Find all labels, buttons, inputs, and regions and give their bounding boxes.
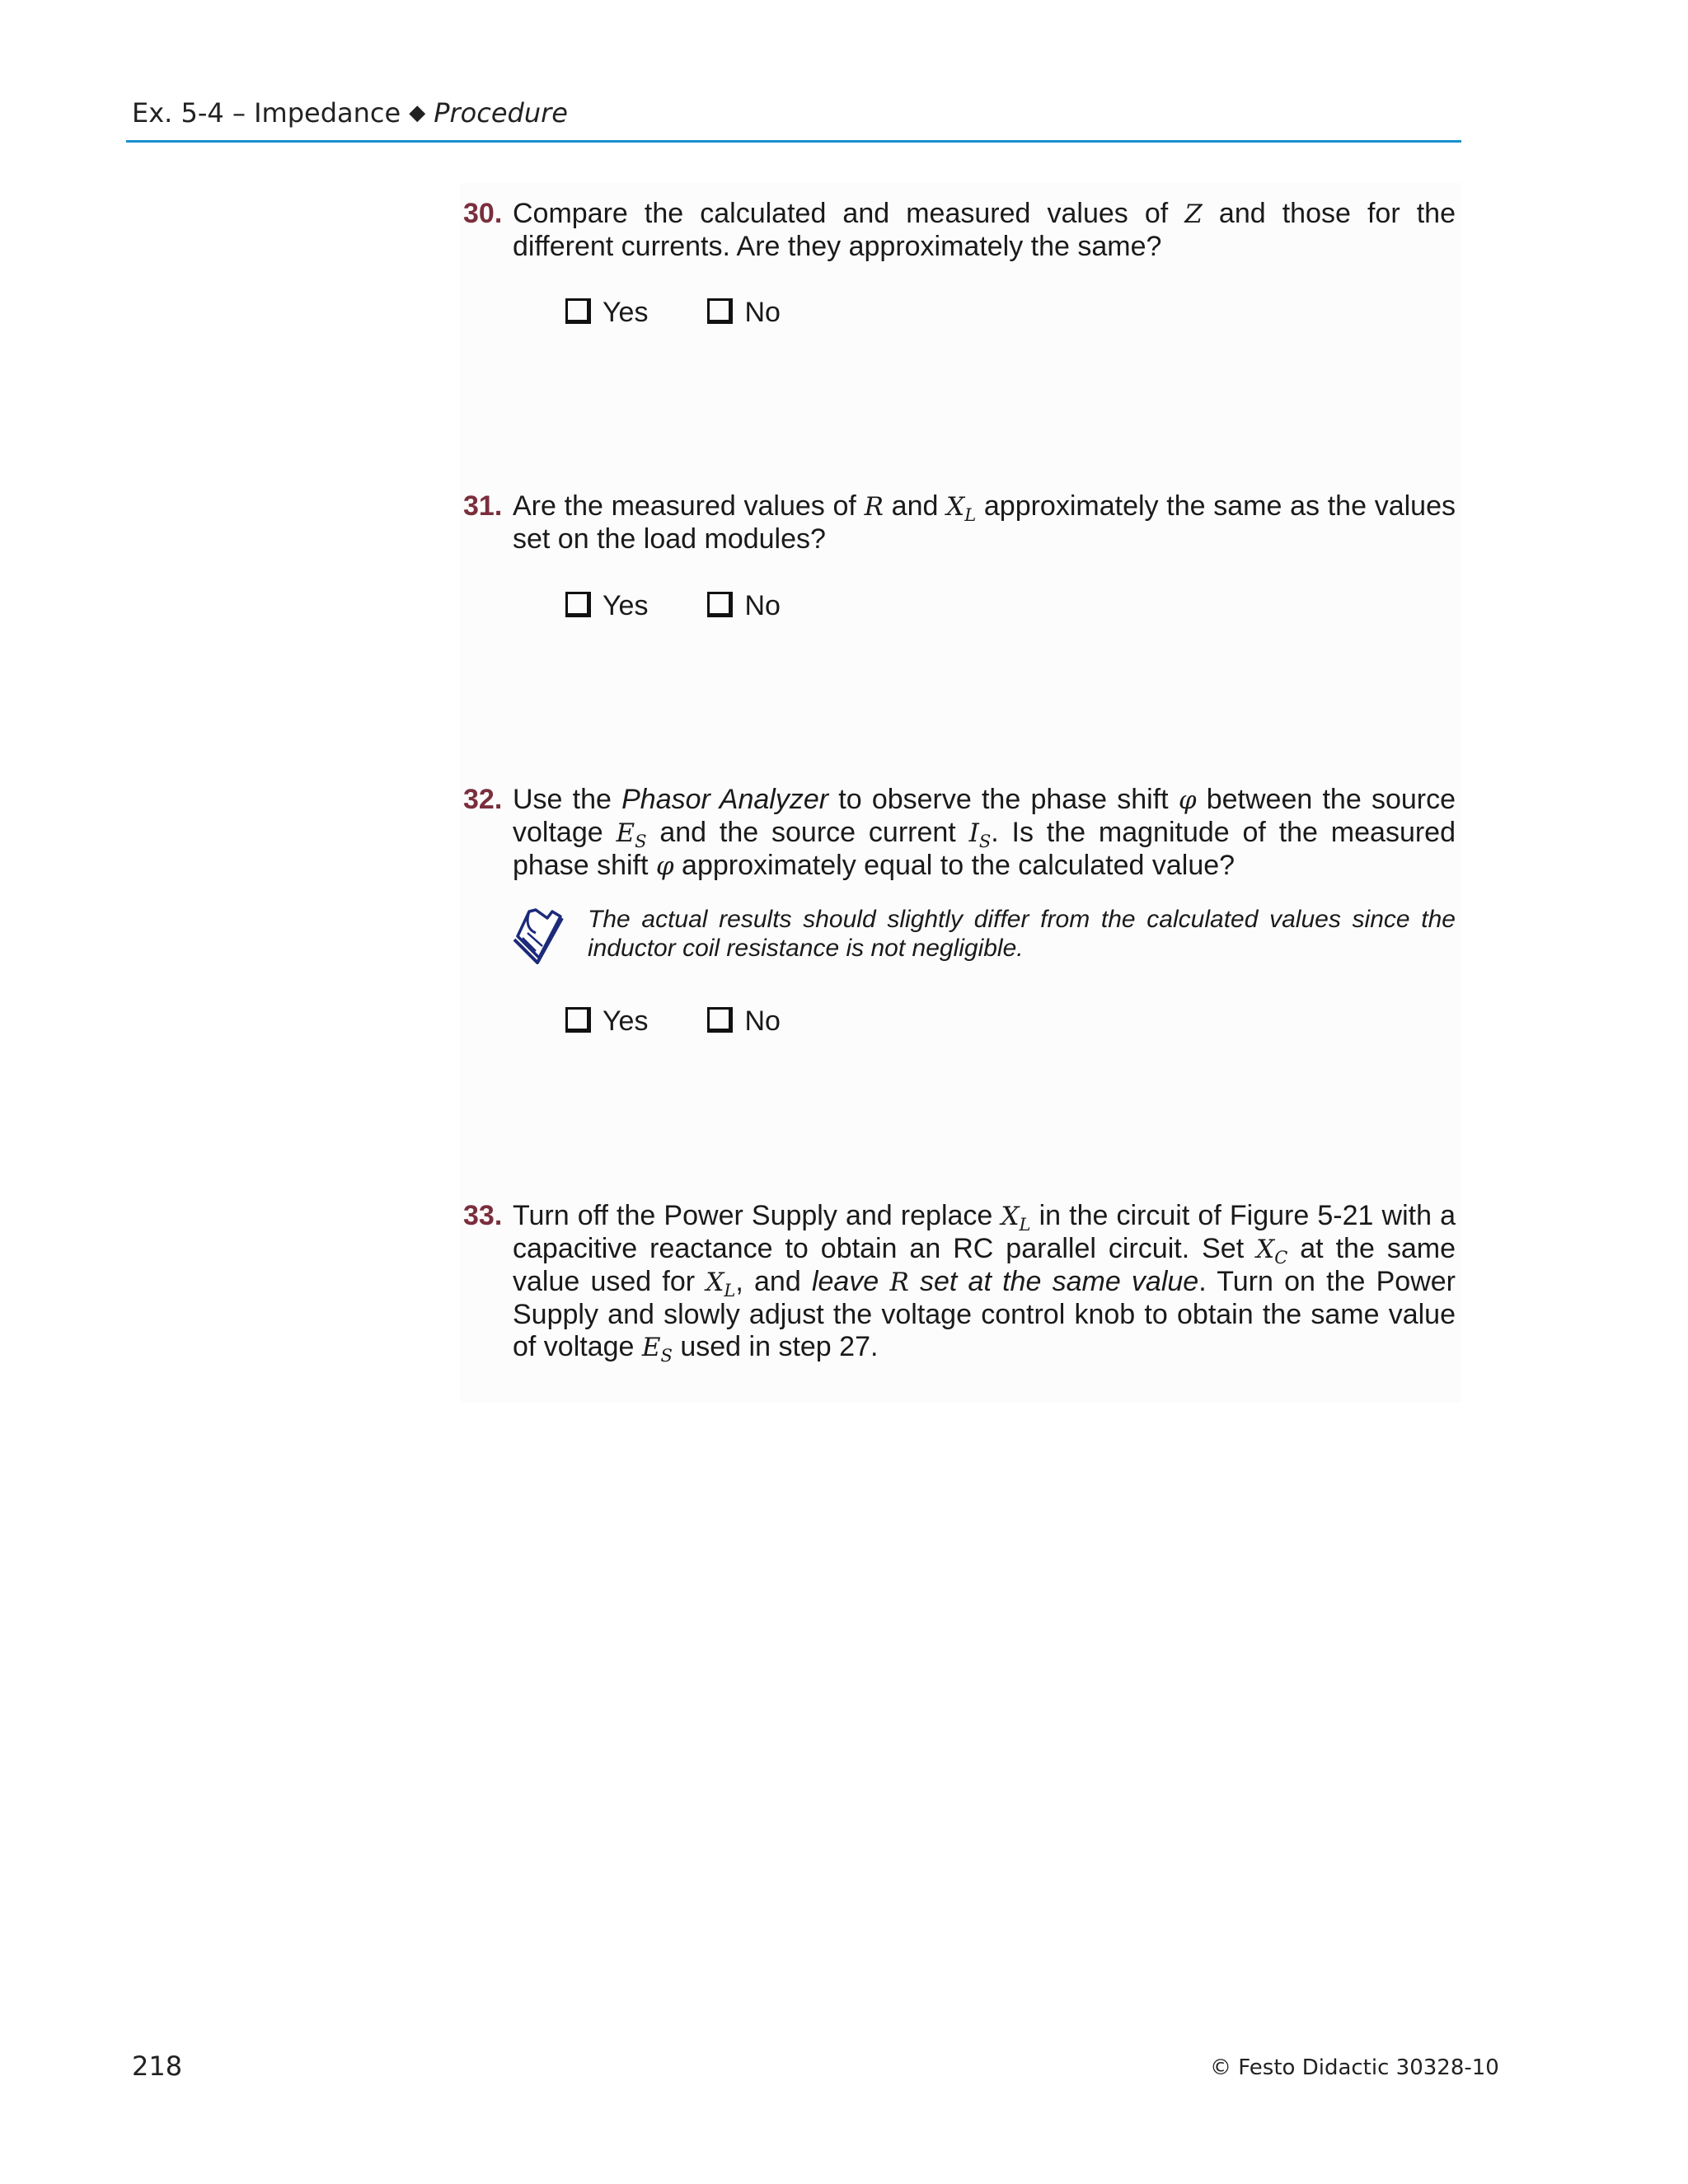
no-option[interactable]: No bbox=[707, 590, 780, 622]
question-32 bbox=[463, 784, 1456, 883]
no-checkbox[interactable] bbox=[707, 298, 733, 324]
question-number: 32. bbox=[463, 784, 503, 815]
yes-checkbox[interactable] bbox=[565, 592, 591, 617]
question-text: Compare the calculated and measured values of Z and those for the different currents. Are they approximately the same? bbox=[513, 198, 1456, 262]
question-30 bbox=[463, 198, 1456, 263]
note-text: The actual results should slightly differ from the calculated values since the inductor coil resistance is not negligible. bbox=[588, 906, 1456, 962]
header-subsection: Procedure bbox=[434, 97, 568, 129]
no-checkbox[interactable] bbox=[707, 592, 733, 617]
diamond-icon: ◆ bbox=[409, 101, 426, 125]
running-header bbox=[132, 97, 568, 129]
yes-option[interactable]: Yes bbox=[565, 590, 648, 622]
question-number: 31. bbox=[463, 490, 503, 522]
note-icon bbox=[511, 905, 564, 964]
yes-option[interactable]: Yes bbox=[565, 1005, 648, 1038]
no-option[interactable]: No bbox=[707, 1005, 780, 1038]
header-section: Ex. 5-4 – Impedance bbox=[132, 97, 401, 129]
no-option[interactable]: No bbox=[707, 297, 780, 329]
question-33 bbox=[463, 1200, 1456, 1364]
yes-checkbox[interactable] bbox=[565, 298, 591, 324]
question-text: Use the Phasor Analyzer to observe the phase shift φ between the source voltage $E_S$ and the source current $I_S$. Is the magnitude of the measured phase shift φ approximately equal to the calculated value? bbox=[513, 784, 1456, 881]
yes-option[interactable]: Yes bbox=[565, 297, 648, 329]
question-text: Are the measured values of R and $X_L$ approximately the same as the values set on the load modules? bbox=[513, 490, 1456, 555]
question-number: 33. bbox=[463, 1200, 503, 1231]
note-callout bbox=[511, 905, 1456, 963]
no-checkbox[interactable] bbox=[707, 1007, 733, 1033]
answer-choices-32 bbox=[565, 1005, 840, 1038]
header-rule bbox=[126, 140, 1461, 143]
page-number: 218 bbox=[132, 2050, 183, 2082]
answer-choices-30 bbox=[565, 297, 840, 329]
question-text: Turn off the Power Supply and replace $X_L$ in the circuit of Figure 5-21 with a capacitive reactance to obtain an RC parallel circuit. Set $X_C$ at the same value used for $X_L$, and leave R set at the same value. Turn on the Power Supply and slowly adjust the voltage control knob to obtain the same value of voltage $E_S$ used in step 27. bbox=[513, 1200, 1456, 1366]
yes-checkbox[interactable] bbox=[565, 1007, 591, 1033]
question-31 bbox=[463, 490, 1456, 555]
question-number: 30. bbox=[463, 198, 503, 229]
answer-choices-31 bbox=[565, 590, 840, 622]
copyright: © Festo Didactic 30328-10 bbox=[1210, 2055, 1499, 2080]
